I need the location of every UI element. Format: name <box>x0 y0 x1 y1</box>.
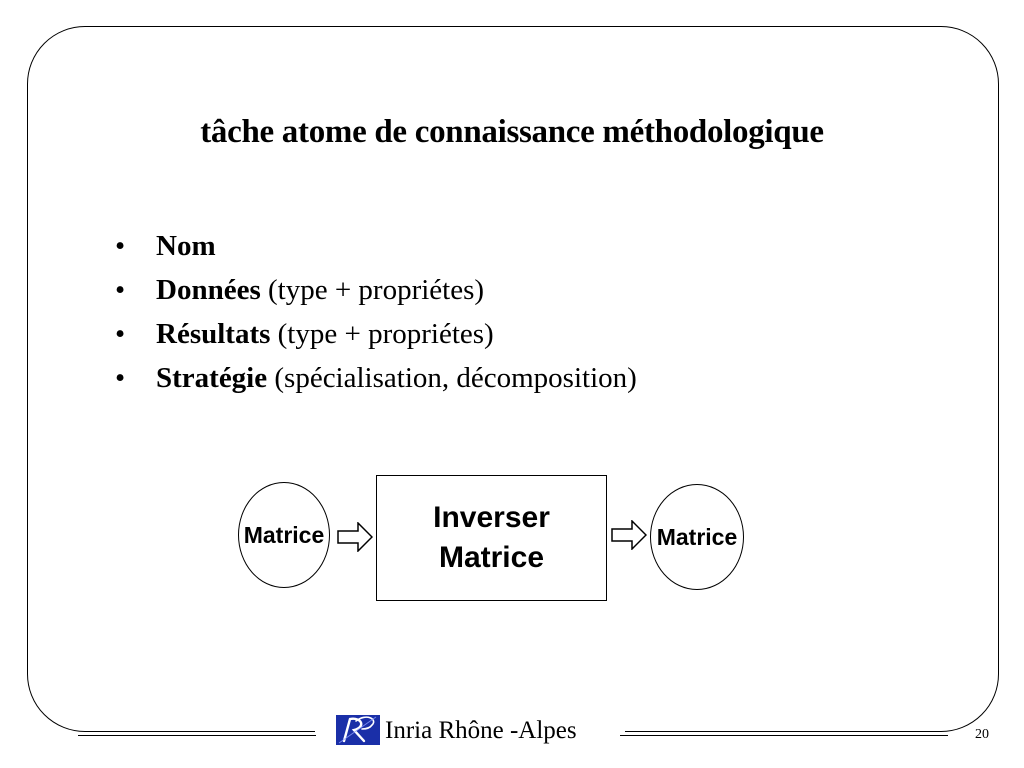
bullet-marker: • <box>115 274 126 306</box>
bullet-list <box>115 224 637 400</box>
inria-logo-icon <box>336 715 380 745</box>
bullet-term: Données <box>156 274 261 306</box>
task-box <box>376 475 607 601</box>
bullet-item-resultats <box>115 312 637 356</box>
task-label-line1: Inverser <box>433 501 550 534</box>
arrow-right-icon <box>611 520 647 550</box>
bullet-term: Résultats <box>156 318 271 350</box>
bullet-term: Stratégie <box>156 362 268 394</box>
footer-institution: Inria Rhône -Alpes <box>385 717 577 744</box>
output-label: Matrice <box>656 523 738 550</box>
input-ellipse <box>238 482 330 588</box>
bullet-detail: (type + propriétes) <box>270 318 494 350</box>
arrow-right-icon <box>337 522 373 552</box>
output-ellipse <box>650 484 744 590</box>
footer-rule-left <box>78 735 316 736</box>
bullet-item-strategie <box>115 356 637 400</box>
page-number: 20 <box>975 727 989 742</box>
bullet-item-donnees <box>115 268 637 312</box>
bullet-detail: (type + propriétes) <box>260 274 485 306</box>
slide-title: tâche atome de connaissance méthodologique <box>200 114 824 150</box>
bullet-detail: (spécialisation, décomposition) <box>267 362 637 394</box>
footer-rule-right <box>620 735 948 736</box>
bullet-item-nom <box>115 224 637 268</box>
bullet-marker: • <box>115 318 126 350</box>
bullet-marker: • <box>115 362 126 394</box>
task-label-line2: Matrice <box>438 541 545 574</box>
bullet-marker: • <box>115 230 126 262</box>
bullet-term: Nom <box>156 230 216 262</box>
input-label: Matrice <box>243 521 325 548</box>
